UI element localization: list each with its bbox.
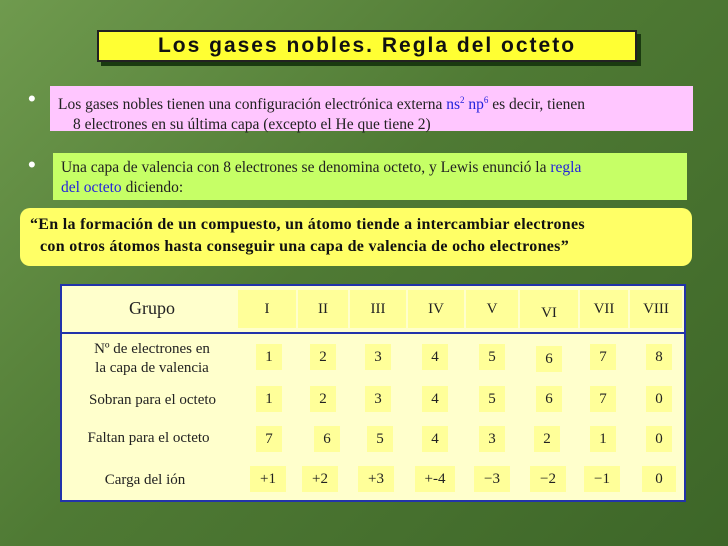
octeto-link[interactable]: del octeto xyxy=(61,179,122,196)
value-cell: 2 xyxy=(534,426,560,452)
row-label-surplus: Sobran para el octeto xyxy=(70,392,235,409)
value-cell: 6 xyxy=(536,346,562,372)
value-cell: 1 xyxy=(256,344,282,370)
ns-superscript: 2 xyxy=(460,95,465,105)
value-cell: −1 xyxy=(584,466,620,492)
bullet1-text-b: es decir, tienen xyxy=(488,96,586,114)
value-cell: 6 xyxy=(536,386,562,412)
value-cell: 1 xyxy=(590,426,616,452)
row-label-missing: Faltan para el octeto xyxy=(66,430,231,447)
bullet-marker: • xyxy=(28,86,36,111)
row-label-valence xyxy=(72,340,232,378)
value-cell: 7 xyxy=(590,386,616,412)
slide-title: Los gases nobles. Regla del octeto xyxy=(97,30,637,62)
group-header-label: Grupo xyxy=(72,298,232,319)
value-cell: 2 xyxy=(310,344,336,370)
value-cell: 3 xyxy=(365,344,391,370)
value-cell: +2 xyxy=(302,466,338,492)
value-cell: 0 xyxy=(646,386,672,412)
group-header-cell: VIII xyxy=(630,290,682,328)
value-cell: 6 xyxy=(314,426,340,452)
value-cell: 1 xyxy=(256,386,282,412)
np-term xyxy=(468,96,488,113)
groups-table xyxy=(60,284,686,502)
value-cell: 0 xyxy=(646,426,672,452)
ns-text: ns xyxy=(446,96,461,114)
value-cell: 5 xyxy=(479,344,505,370)
group-header-cell: VII xyxy=(580,290,628,328)
quote-line2: con otros átomos hasta conseguir una capa de valencia de ocho electrones” xyxy=(40,238,569,255)
row-label-line1: Nº de electrones en xyxy=(94,341,210,357)
value-cell: 5 xyxy=(479,386,505,412)
bullet1-text-a: Los gases nobles tienen una configuración electrónica externa xyxy=(58,96,447,114)
bullet-marker: • xyxy=(28,152,36,177)
quote-line1: “En la formación de un compuesto, un átomo tiende a intercambiar electrones xyxy=(30,216,585,233)
value-cell: 3 xyxy=(365,386,391,412)
row-label-ion-charge: Carga del ión xyxy=(70,472,220,489)
value-cell: 4 xyxy=(422,426,448,452)
bullet1-line2: 8 electrones en su última capa (excepto el He que tiene 2) xyxy=(73,116,431,134)
value-cell: 8 xyxy=(646,344,672,370)
value-cell: 5 xyxy=(367,426,393,452)
value-cell: 3 xyxy=(479,426,505,452)
np-superscript: 6 xyxy=(483,95,489,105)
lewis-quote xyxy=(20,208,692,266)
group-header-cell: I xyxy=(238,290,296,328)
value-cell: 4 xyxy=(422,386,448,412)
value-cell: +-4 xyxy=(415,466,455,492)
group-header-cell: VI xyxy=(520,290,578,328)
bullet2-text-b: diciendo: xyxy=(121,179,184,196)
np-text: np xyxy=(468,96,484,114)
bullet2-text-a: Una capa de valencia con 8 electrones se denomina octeto, y Lewis enunció la xyxy=(61,159,551,176)
group-header-cell: V xyxy=(466,290,518,328)
bullet1-line1 xyxy=(58,90,685,115)
value-cell: 4 xyxy=(422,344,448,370)
group-header-cell: IV xyxy=(408,290,464,328)
value-cell: +3 xyxy=(358,466,394,492)
value-cell: 0 xyxy=(642,466,676,492)
group-header-cell: II xyxy=(298,290,348,328)
row-label-line2: la capa de valencia xyxy=(95,360,209,376)
group-header-cell: III xyxy=(350,290,406,328)
bullet-box-configuration xyxy=(50,86,693,134)
value-cell: 2 xyxy=(310,386,336,412)
bullet-box-octet xyxy=(53,153,687,200)
header-divider xyxy=(62,332,684,334)
regla-link[interactable]: regla xyxy=(550,159,582,176)
value-cell: −2 xyxy=(530,466,566,492)
value-cell: 7 xyxy=(590,344,616,370)
value-cell: +1 xyxy=(250,466,286,492)
ns-term xyxy=(446,96,464,113)
value-cell: −3 xyxy=(474,466,510,492)
value-cell: 7 xyxy=(256,426,282,452)
